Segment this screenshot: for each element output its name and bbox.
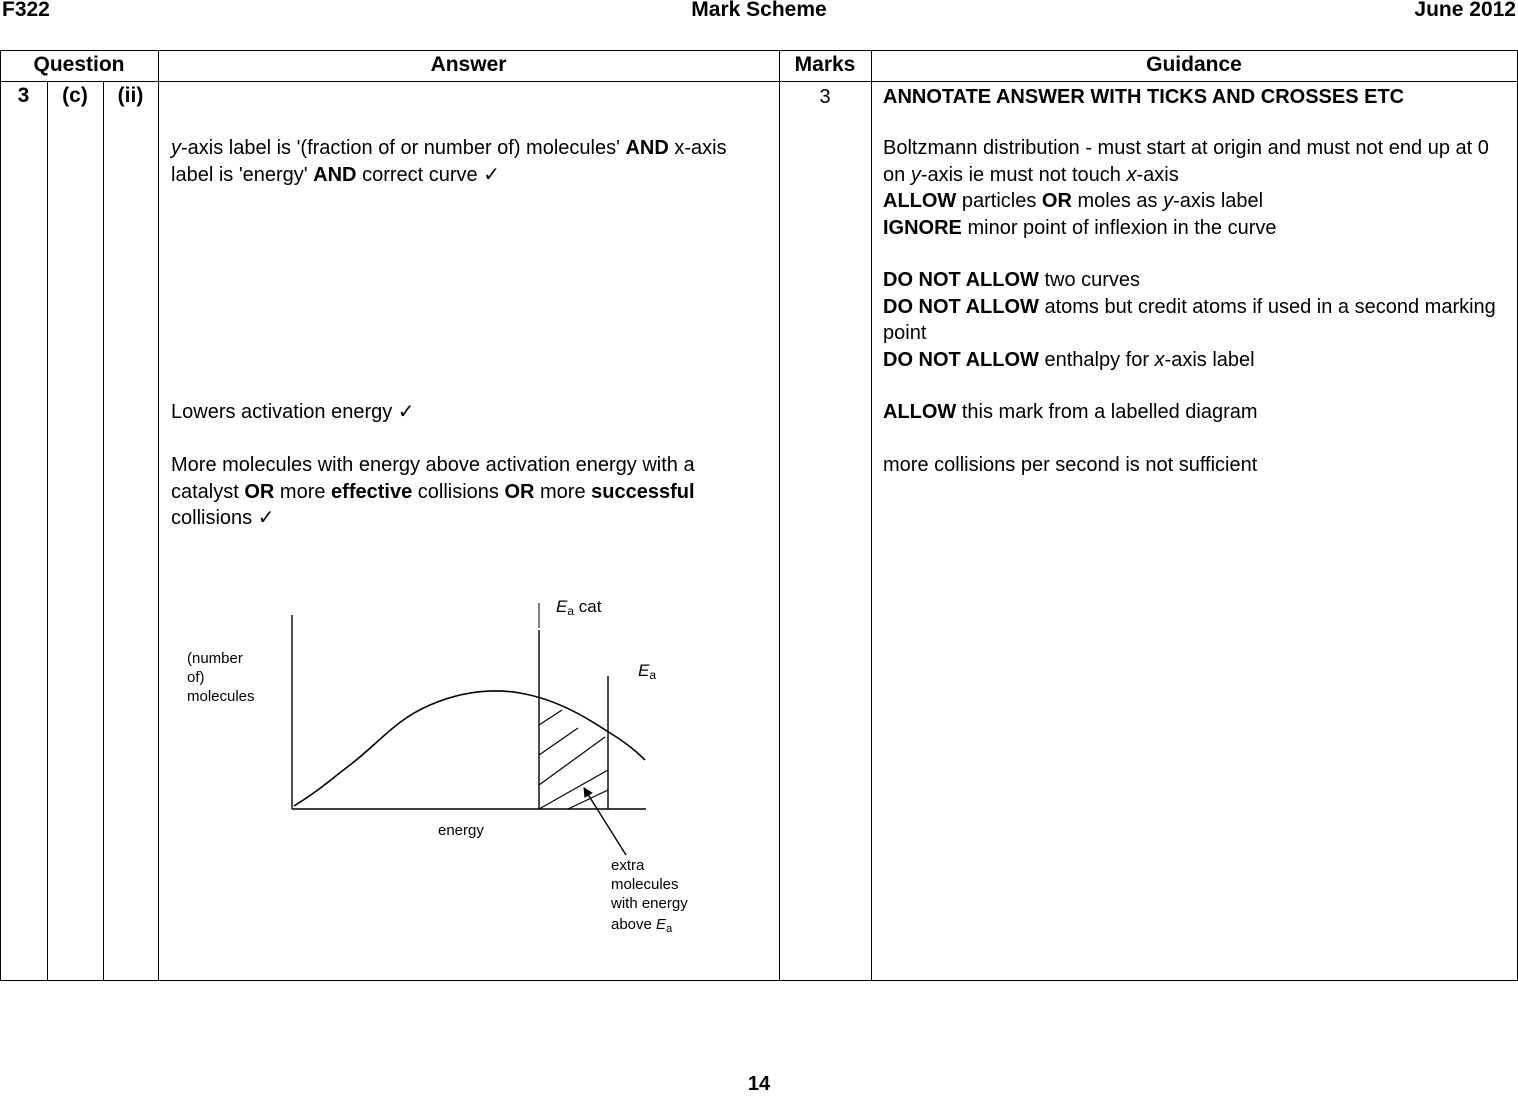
guidance-not-allow-curves: DO NOT ALLOW two curves bbox=[883, 269, 1141, 291]
x-axis-label: energy bbox=[438, 822, 484, 839]
y-axis-label: (number of) molecules bbox=[187, 650, 255, 705]
question-part: (c) bbox=[62, 84, 88, 107]
ea-cat-label: Ea cat bbox=[556, 597, 602, 618]
ea-label: Ea bbox=[638, 661, 657, 682]
guidance-allow-particles: ALLOW particles OR moles as y-axis label bbox=[883, 190, 1264, 212]
question-number: 3 bbox=[17, 84, 30, 107]
answer-point-1: y-axis label is '(fraction of or number of) molecules' AND x-axis label is 'energy' AND correct curve ✓ bbox=[171, 137, 727, 186]
guidance-annotate: ANNOTATE ANSWER WITH TICKS AND CROSSES ETC bbox=[883, 86, 1405, 108]
guidance-collisions: more collisions per second is not sufficient bbox=[883, 454, 1258, 476]
guidance-not-allow-enthalpy: DO NOT ALLOW enthalpy for x-axis label bbox=[883, 348, 1255, 371]
guidance-allow-diagram: ALLOW this mark from a labelled diagram bbox=[883, 401, 1258, 423]
guidance-not-allow-atoms: DO NOT ALLOW atoms but credit atoms if used in a second marking point bbox=[883, 295, 1496, 344]
extra-molecules-label: extra molecules with energy bbox=[611, 857, 688, 912]
column-header-guidance: Guidance bbox=[1146, 53, 1242, 76]
extra-molecules-label-last: above $E_a$ bbox=[611, 916, 673, 935]
document-code: F322 bbox=[2, 0, 50, 21]
distribution-curve bbox=[294, 691, 645, 806]
answer-point-3: More molecules with energy above activation energy with a catalyst OR more effective collisions OR more successful collisions ✓ bbox=[171, 454, 695, 529]
page-number: 14 bbox=[747, 1073, 771, 1095]
document-date: June 2012 bbox=[1414, 0, 1516, 21]
marks-value: 3 bbox=[819, 86, 831, 108]
arrow-to-region bbox=[584, 788, 626, 855]
column-header-answer: Answer bbox=[430, 53, 507, 76]
guidance-ignore: IGNORE minor point of inflexion in the curve bbox=[883, 216, 1277, 239]
guidance-boltzmann: Boltzmann distribution - must start at origin and must not end up at 0 on y-axis ie must not touch x-axis bbox=[883, 137, 1489, 186]
column-header-marks: Marks bbox=[794, 53, 856, 76]
column-header-question: Question bbox=[33, 53, 125, 76]
document-title: Mark Scheme bbox=[691, 0, 827, 21]
answer-point-2: Lowers activation energy ✓ bbox=[171, 401, 415, 423]
question-subpart: (ii) bbox=[117, 84, 144, 107]
